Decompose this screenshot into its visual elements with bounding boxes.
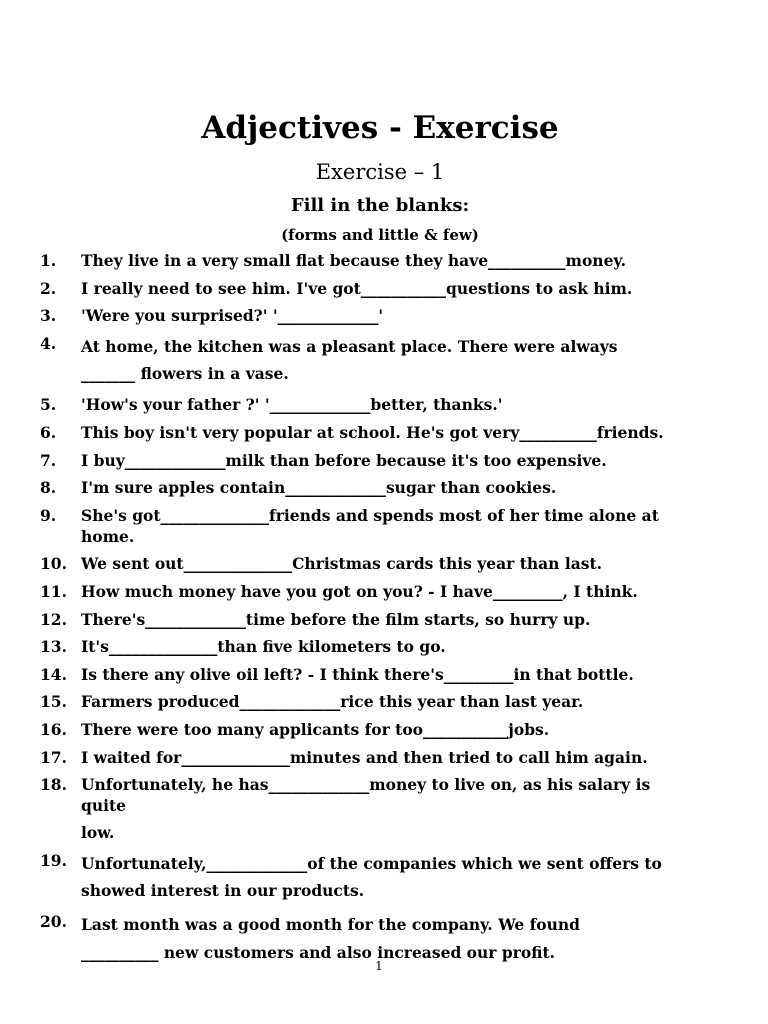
item-text: Unfortunately, he has_____________money to live on, as his salary is quite xyxy=(81,775,651,816)
exercise-item-13 xyxy=(40,636,730,657)
item-number: 17. xyxy=(40,747,67,767)
item-number: 3. xyxy=(40,306,57,326)
item-number: 9. xyxy=(40,505,57,525)
exercise-item-9 xyxy=(40,505,730,547)
exercise-item-19 xyxy=(40,850,730,905)
item-text: Last month was a good month for the company. We found __________ new customers and also increased our profit. xyxy=(81,915,580,962)
document-title: Adjectives - Exercise xyxy=(201,110,559,146)
item-number: 10. xyxy=(40,554,67,574)
exercise-item-12 xyxy=(40,609,730,630)
item-text: Unfortunately,_____________of the companies which we sent offers to showed interest in our products. xyxy=(81,853,662,901)
item-number: 1. xyxy=(40,251,57,270)
item-number: 2. xyxy=(40,278,57,298)
item-text: There were too many applicants for too___________jobs. xyxy=(81,719,550,739)
exercise-item-5 xyxy=(40,394,730,415)
item-text: I'm sure apples contain_____________sugar than cookies. xyxy=(81,478,557,498)
item-text: Is there any olive oil left? - I think there's_________in that bottle. xyxy=(81,664,634,684)
instruction-heading: Fill in the blanks: xyxy=(290,195,470,216)
item-text: I buy_____________milk than before because it's too expensive. xyxy=(81,450,607,470)
item-text: They live in a very small flat because they have__________money. xyxy=(81,251,627,270)
exercise-item-7 xyxy=(40,450,730,471)
instruction-note: (forms and little & few) xyxy=(281,226,479,244)
item-number: 16. xyxy=(40,719,67,739)
item-text: This boy isn't very popular at school. He's got very__________friends. xyxy=(81,422,664,442)
item-number: 18. xyxy=(40,775,67,795)
item-text: 'How's your father ?' '_____________better, thanks.' xyxy=(81,395,503,415)
item-text: I really need to see him. I've got___________questions to ask him. xyxy=(81,278,633,298)
exercise-item-16 xyxy=(40,719,730,740)
exercise-item-17 xyxy=(40,747,730,768)
item-text: It's______________than five kilometers to go. xyxy=(81,637,446,657)
exercise-item-6 xyxy=(40,422,730,443)
page-number: 1 xyxy=(375,959,383,973)
exercise-item-2 xyxy=(40,278,730,299)
item-number: 6. xyxy=(40,422,57,442)
item-text: How much money have you got on you? - I have_________, I think. xyxy=(81,581,638,601)
item-number: 4. xyxy=(40,333,57,353)
item-text: We sent out______________Christmas cards this year than last. xyxy=(81,554,603,574)
item-number: 14. xyxy=(40,664,67,684)
exercise-item-18 xyxy=(40,774,730,843)
exercise-item-4 xyxy=(40,333,730,388)
item-number: 12. xyxy=(40,609,67,629)
item-number: 8. xyxy=(40,478,57,498)
exercise-subtitle: Exercise – 1 xyxy=(315,160,445,184)
item-text: Farmers produced_____________rice this year than last year. xyxy=(81,692,584,712)
item-number: 20. xyxy=(40,912,67,932)
exercise-item-14 xyxy=(40,664,730,685)
item-text: At home, the kitchen was a pleasant place. There were always _______ flowers in a vase. xyxy=(81,336,618,384)
item-text: She's got______________friends and spends most of her time alone at home. xyxy=(81,505,659,546)
item-text: There's_____________time before the film starts, so hurry up. xyxy=(81,609,591,629)
exercise-item-3 xyxy=(40,305,730,326)
item-number: 13. xyxy=(40,637,67,657)
item-number: 15. xyxy=(40,692,67,712)
item-number: 5. xyxy=(40,395,57,415)
exercise-item-1 xyxy=(40,250,730,271)
exercise-list xyxy=(40,250,730,973)
item-number: 11. xyxy=(40,581,67,601)
item-text-continuation: low. xyxy=(81,823,115,843)
item-text: 'Were you surprised?' '_____________' xyxy=(81,306,384,326)
exercise-item-8 xyxy=(40,477,730,498)
item-number: 19. xyxy=(40,850,67,870)
exercise-item-10 xyxy=(40,553,730,574)
item-number: 7. xyxy=(40,450,57,470)
exercise-item-15 xyxy=(40,691,730,712)
item-text: I waited for______________minutes and then tried to call him again. xyxy=(81,747,648,767)
exercise-item-11 xyxy=(40,581,730,602)
